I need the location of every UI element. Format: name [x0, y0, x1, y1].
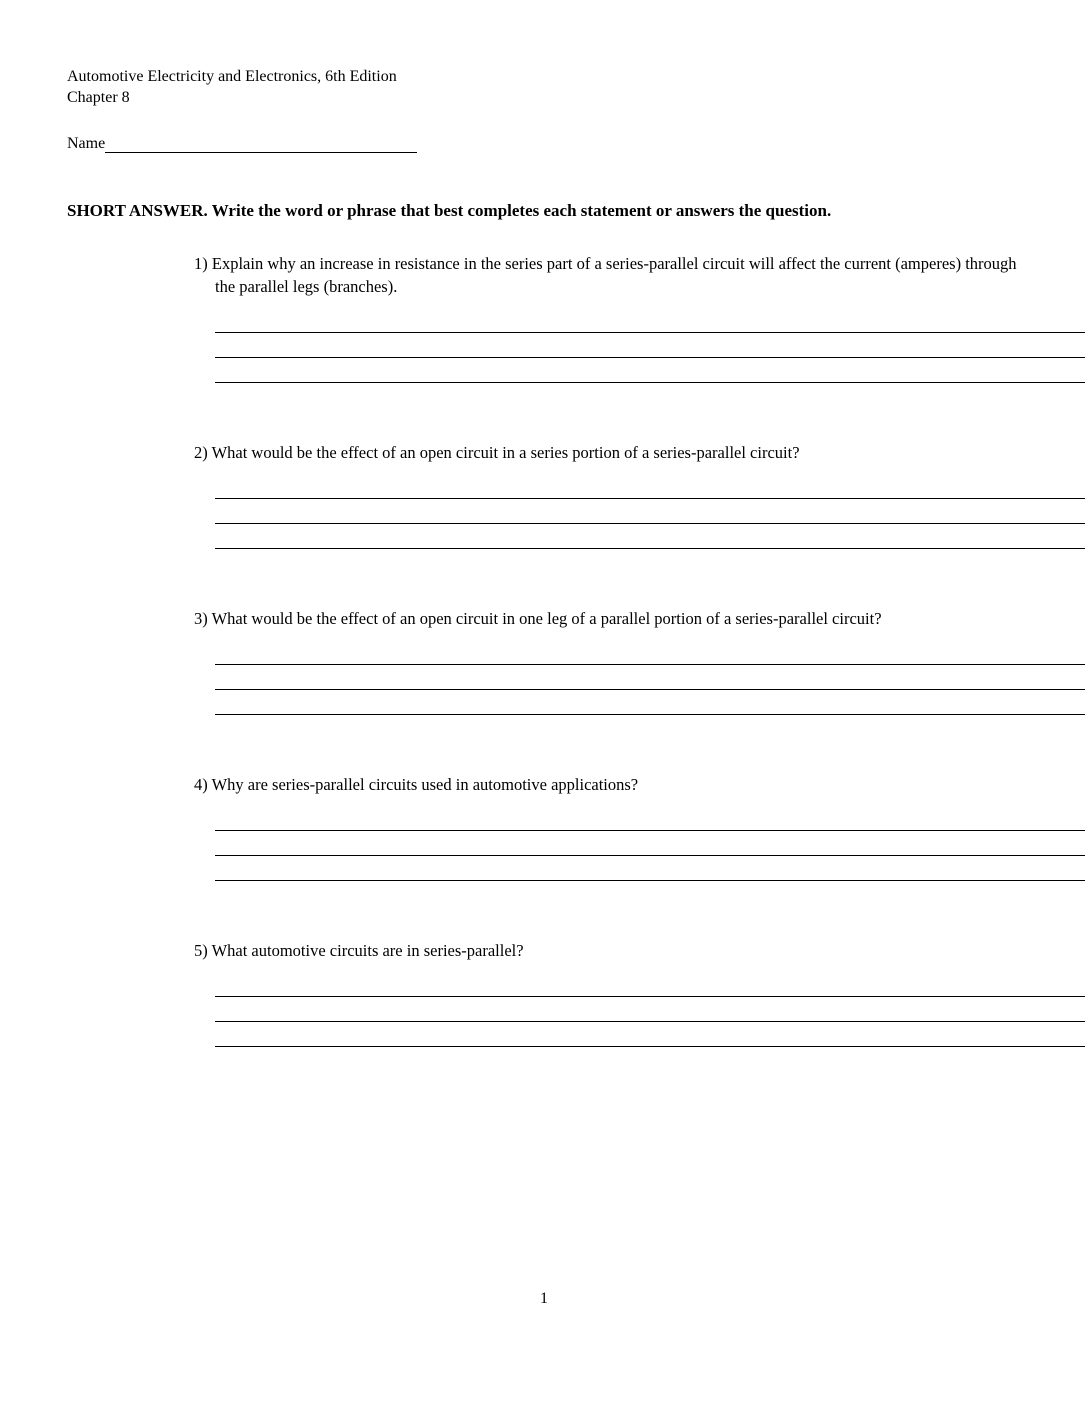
question-text: [194, 607, 1021, 630]
answer-line: [215, 997, 1085, 1022]
answer-line: [215, 665, 1085, 690]
answer-line: [215, 358, 1085, 383]
answer-line: [215, 499, 1085, 524]
question-body: Explain why an increase in resistance in the series part of a series-parallel circuit will affect the current (amperes) through the parallel legs (branches).: [211, 254, 1017, 296]
question-number: 4): [194, 775, 208, 794]
question-body: What would be the effect of an open circuit in a series portion of a series-parallel circuit?: [211, 443, 800, 462]
question-number: 1): [194, 254, 208, 273]
question-number: 2): [194, 443, 208, 462]
question-number: 3): [194, 609, 208, 628]
question-block-5: [67, 939, 1021, 1047]
answer-line: [215, 831, 1085, 856]
answer-lines: [215, 498, 1085, 549]
answer-line: [215, 333, 1085, 358]
question-block-1: [67, 252, 1021, 383]
answer-lines: [215, 996, 1085, 1047]
question-text: [194, 441, 1021, 464]
question-block-4: [67, 773, 1021, 881]
name-blank-line: [105, 135, 417, 153]
page-number: 1: [540, 1290, 548, 1307]
answer-lines: [215, 332, 1085, 383]
question-text: [194, 773, 1021, 796]
answer-line: [215, 856, 1085, 881]
name-row: [67, 135, 1021, 153]
name-label: Name: [67, 135, 106, 152]
question-block-2: [67, 441, 1021, 549]
answer-lines: [215, 664, 1085, 715]
question-body: What would be the effect of an open circuit in one leg of a parallel portion of a series-parallel circuit?: [211, 609, 882, 628]
answer-line: [215, 690, 1085, 715]
question-text: [194, 252, 1021, 298]
document-title: Automotive Electricity and Electronics, 6th Edition: [67, 68, 397, 85]
question-number: 5): [194, 941, 208, 960]
answer-line: [215, 524, 1085, 549]
chapter-label: Chapter 8: [67, 89, 130, 106]
answer-line: [215, 1022, 1085, 1047]
question-body: What automotive circuits are in series-parallel?: [211, 941, 524, 960]
question-text: [194, 939, 1021, 962]
answer-lines: [215, 830, 1085, 881]
question-body: Why are series-parallel circuits used in automotive applications?: [211, 775, 639, 794]
section-heading: SHORT ANSWER. Write the word or phrase that best completes each statement or answers the question.: [67, 201, 832, 220]
question-block-3: [67, 607, 1021, 715]
